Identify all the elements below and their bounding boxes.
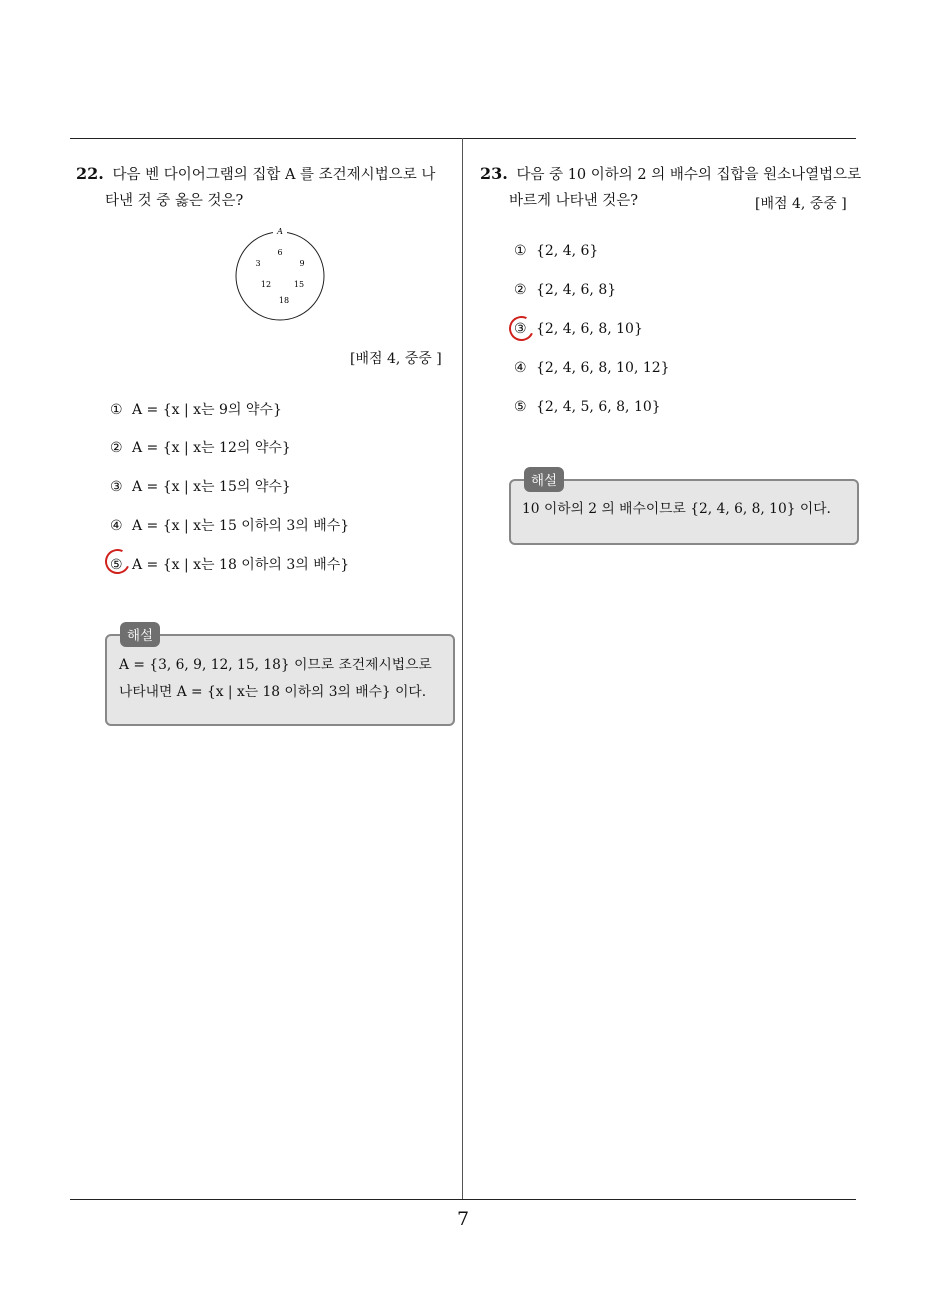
choice-mark: ② <box>514 282 527 298</box>
q22-text-line1: 다음 벤 다이어그램의 집합 A 를 조건제시법으로 나 <box>112 167 436 183</box>
choice-text: {2, 4, 5, 6, 8, 10} <box>536 399 661 415</box>
choice-mark: ⑤ <box>110 557 123 573</box>
venn-element: 6 <box>277 248 283 257</box>
q22-choice-1[interactable] <box>110 399 282 419</box>
choice-text: A = {x | x는 15의 약수} <box>132 479 291 495</box>
choice-mark: ④ <box>514 360 527 376</box>
q23-choice-5[interactable] <box>514 399 661 415</box>
q23-choice-4[interactable] <box>514 360 670 376</box>
choice-mark: ③ <box>514 321 527 337</box>
q23-choice-1[interactable] <box>514 243 598 259</box>
venn-element: 12 <box>260 280 272 289</box>
q23-answer-circle <box>505 312 537 344</box>
q23-solution-line1: 10 이하의 2 의 배수이므로 {2, 4, 6, 8, 10} 이다. <box>522 501 831 517</box>
q22-choice-4[interactable] <box>110 515 349 535</box>
q23-heading <box>480 160 861 189</box>
choice-text: A = {x | x는 18 이하의 3의 배수} <box>132 557 350 573</box>
venn-element: 9 <box>299 259 305 268</box>
q22-solution-tag: 해설 <box>120 622 160 647</box>
q23-solution-tag: 해설 <box>524 467 564 492</box>
q22-choice-2[interactable] <box>110 437 291 457</box>
q22-number: 22. <box>76 164 104 183</box>
choice-mark: ⑤ <box>514 399 527 415</box>
venn-diagram <box>230 226 330 324</box>
page-number: 7 <box>456 1208 470 1230</box>
venn-element: 18 <box>278 296 290 305</box>
bottom-rule <box>70 1199 856 1200</box>
column-divider <box>462 138 463 1200</box>
q23-text-line2: 바르게 나타낸 것은? <box>509 193 639 209</box>
choice-mark: ① <box>110 402 123 418</box>
q22-score: [배점 4, 중중 ] <box>350 351 442 367</box>
q22-choice-5[interactable] <box>110 554 349 574</box>
top-rule <box>70 138 856 139</box>
q23-number: 23. <box>480 164 508 183</box>
choice-mark: ② <box>110 440 123 456</box>
venn-set-circle <box>236 232 324 320</box>
choice-mark: ④ <box>110 518 123 534</box>
q22-choice-3[interactable] <box>110 476 291 496</box>
q23-text-line1: 다음 중 10 이하의 2 의 배수의 집합을 원소나열법으로 <box>516 167 862 183</box>
choice-text: A = {x | x는 15 이하의 3의 배수} <box>132 518 350 534</box>
q22-solution-line2: 나타내면 A = {x | x는 18 이하의 3의 배수} 이다. <box>119 684 427 700</box>
choice-text: {2, 4, 6, 8} <box>536 282 617 298</box>
q22-solution-line1: A = {3, 6, 9, 12, 15, 18} 이므로 조건제시법으로 <box>119 657 432 673</box>
q23-choice-2[interactable] <box>514 282 616 298</box>
choice-text: {2, 4, 6, 8, 10, 12} <box>536 360 670 376</box>
q23-score: [배점 4, 중중 ] <box>755 196 847 212</box>
venn-element: 15 <box>293 280 305 289</box>
choice-mark: ③ <box>110 479 123 495</box>
q22-text-line2: 타낸 것 중 옳은 것은? <box>105 193 244 209</box>
choice-text: {2, 4, 6} <box>536 243 599 259</box>
choice-text: A = {x | x는 12의 약수} <box>132 440 291 456</box>
choice-text: {2, 4, 6, 8, 10} <box>536 321 643 337</box>
choice-text: A = {x | x는 9의 약수} <box>132 402 282 418</box>
venn-element: 3 <box>255 259 261 268</box>
choice-mark: ① <box>514 243 527 259</box>
q22-heading <box>76 160 435 189</box>
venn-set-label: A <box>277 227 283 236</box>
